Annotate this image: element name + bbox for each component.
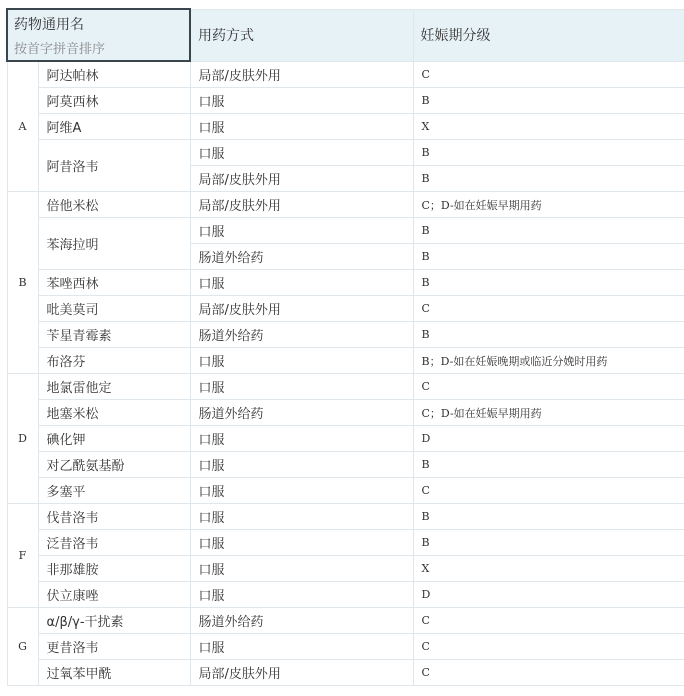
pregnancy-class-cell: C；D-如在妊娠早期用药 xyxy=(413,192,684,218)
route-cell: 口服 xyxy=(190,88,413,114)
pregnancy-class-cell: C xyxy=(413,608,684,634)
group-letter: G xyxy=(7,608,38,686)
table-row xyxy=(7,634,684,660)
route-cell: 口服 xyxy=(190,218,413,244)
table-row xyxy=(7,452,684,478)
pregnancy-class-cell: C xyxy=(413,61,684,88)
route-cell: 口服 xyxy=(190,270,413,296)
table-row xyxy=(7,374,684,400)
route-cell: 肠道外给药 xyxy=(190,244,413,270)
route-cell: 肠道外给药 xyxy=(190,400,413,426)
table-header-row xyxy=(7,9,684,61)
route-cell: 口服 xyxy=(190,374,413,400)
drug-name-cell: 伐昔洛韦 xyxy=(38,504,190,530)
pregnancy-class-cell: B xyxy=(413,140,684,166)
pregnancy-class-cell: B xyxy=(413,530,684,556)
table-row xyxy=(7,322,684,348)
pregnancy-class-cell: B xyxy=(413,452,684,478)
drug-name-cell: 非那雄胺 xyxy=(38,556,190,582)
pregnancy-class-header[interactable]: 妊娠期分级 xyxy=(413,9,684,61)
pregnancy-class-cell: B xyxy=(413,322,684,348)
route-cell: 口服 xyxy=(190,140,413,166)
table-row xyxy=(7,218,684,244)
table-row xyxy=(7,270,684,296)
table-row xyxy=(7,400,684,426)
drug-name-cell: 多塞平 xyxy=(38,478,190,504)
table-row xyxy=(7,530,684,556)
drug-name-header-label: 药物通用名 xyxy=(14,16,84,33)
drug-name-cell: 对乙酰氨基酚 xyxy=(38,452,190,478)
pregnancy-category-table xyxy=(6,8,684,686)
drug-name-header[interactable] xyxy=(7,9,190,61)
pregnancy-class-cell: C；D-如在妊娠早期用药 xyxy=(413,400,684,426)
group-letter: F xyxy=(7,504,38,608)
drug-name-cell: 过氧苯甲酰 xyxy=(38,660,190,686)
pregnancy-class-cell: B xyxy=(413,244,684,270)
drug-name-cell: 苯唑西林 xyxy=(38,270,190,296)
drug-name-cell: α/β/γ-干扰素 xyxy=(38,608,190,634)
drug-name-cell: 阿维A xyxy=(38,114,190,140)
pregnancy-class-cell: D xyxy=(413,426,684,452)
table-row xyxy=(7,348,684,374)
pregnancy-class-cell: C xyxy=(413,660,684,686)
route-cell: 局部/皮肤外用 xyxy=(190,192,413,218)
drug-name-cell: 阿达帕林 xyxy=(38,61,190,88)
pregnancy-class-cell: C xyxy=(413,374,684,400)
route-cell: 口服 xyxy=(190,634,413,660)
drug-name-cell: 更昔洛韦 xyxy=(38,634,190,660)
drug-name-cell: 苄星青霉素 xyxy=(38,322,190,348)
drug-name-cell: 伏立康唑 xyxy=(38,582,190,608)
drug-name-cell: 碘化钾 xyxy=(38,426,190,452)
table-row xyxy=(7,582,684,608)
pregnancy-class-cell: C xyxy=(413,634,684,660)
route-cell: 口服 xyxy=(190,556,413,582)
route-cell: 口服 xyxy=(190,504,413,530)
route-cell: 口服 xyxy=(190,114,413,140)
drug-name-cell: 吡美莫司 xyxy=(38,296,190,322)
pregnancy-class-cell: X xyxy=(413,556,684,582)
table-row xyxy=(7,478,684,504)
sort-hint: 按首字拼音排序 xyxy=(14,41,106,57)
pregnancy-class-cell: D xyxy=(413,582,684,608)
drug-name-cell: 倍他米松 xyxy=(38,192,190,218)
route-cell: 肠道外给药 xyxy=(190,608,413,634)
route-cell: 口服 xyxy=(190,478,413,504)
drug-name-cell: 泛昔洛韦 xyxy=(38,530,190,556)
table-row xyxy=(7,504,684,530)
table-row xyxy=(7,296,684,322)
route-cell: 口服 xyxy=(190,426,413,452)
pregnancy-class-cell: B xyxy=(413,166,684,192)
pregnancy-class-cell: B xyxy=(413,218,684,244)
route-cell: 局部/皮肤外用 xyxy=(190,61,413,88)
route-cell: 局部/皮肤外用 xyxy=(190,166,413,192)
pregnancy-class-cell: B；D-如在妊娠晚期或临近分娩时用药 xyxy=(413,348,684,374)
drug-name-cell: 地氯雷他定 xyxy=(38,374,190,400)
route-cell: 口服 xyxy=(190,348,413,374)
drug-name-cell: 苯海拉明 xyxy=(38,218,190,270)
route-cell: 口服 xyxy=(190,530,413,556)
pregnancy-class-cell: B xyxy=(413,504,684,530)
table-row xyxy=(7,140,684,166)
pregnancy-class-cell: X xyxy=(413,114,684,140)
drug-name-cell: 布洛芬 xyxy=(38,348,190,374)
pregnancy-class-cell: C xyxy=(413,296,684,322)
drug-name-cell: 地塞米松 xyxy=(38,400,190,426)
route-cell: 局部/皮肤外用 xyxy=(190,296,413,322)
table-row xyxy=(7,660,684,686)
table-row xyxy=(7,426,684,452)
group-letter: B xyxy=(7,192,38,374)
table-row xyxy=(7,608,684,634)
table-row xyxy=(7,61,684,88)
group-letter: D xyxy=(7,374,38,504)
table-row xyxy=(7,192,684,218)
group-letter: A xyxy=(7,61,38,192)
pregnancy-class-cell: B xyxy=(413,270,684,296)
table-row xyxy=(7,556,684,582)
table-row xyxy=(7,114,684,140)
route-header[interactable]: 用药方式 xyxy=(190,9,413,61)
drug-name-cell: 阿昔洛韦 xyxy=(38,140,190,192)
pregnancy-class-cell: C xyxy=(413,478,684,504)
route-cell: 口服 xyxy=(190,582,413,608)
route-cell: 口服 xyxy=(190,452,413,478)
table-body xyxy=(7,61,684,686)
table-row xyxy=(7,88,684,114)
route-cell: 局部/皮肤外用 xyxy=(190,660,413,686)
route-cell: 肠道外给药 xyxy=(190,322,413,348)
drug-name-cell: 阿莫西林 xyxy=(38,88,190,114)
pregnancy-class-cell: B xyxy=(413,88,684,114)
